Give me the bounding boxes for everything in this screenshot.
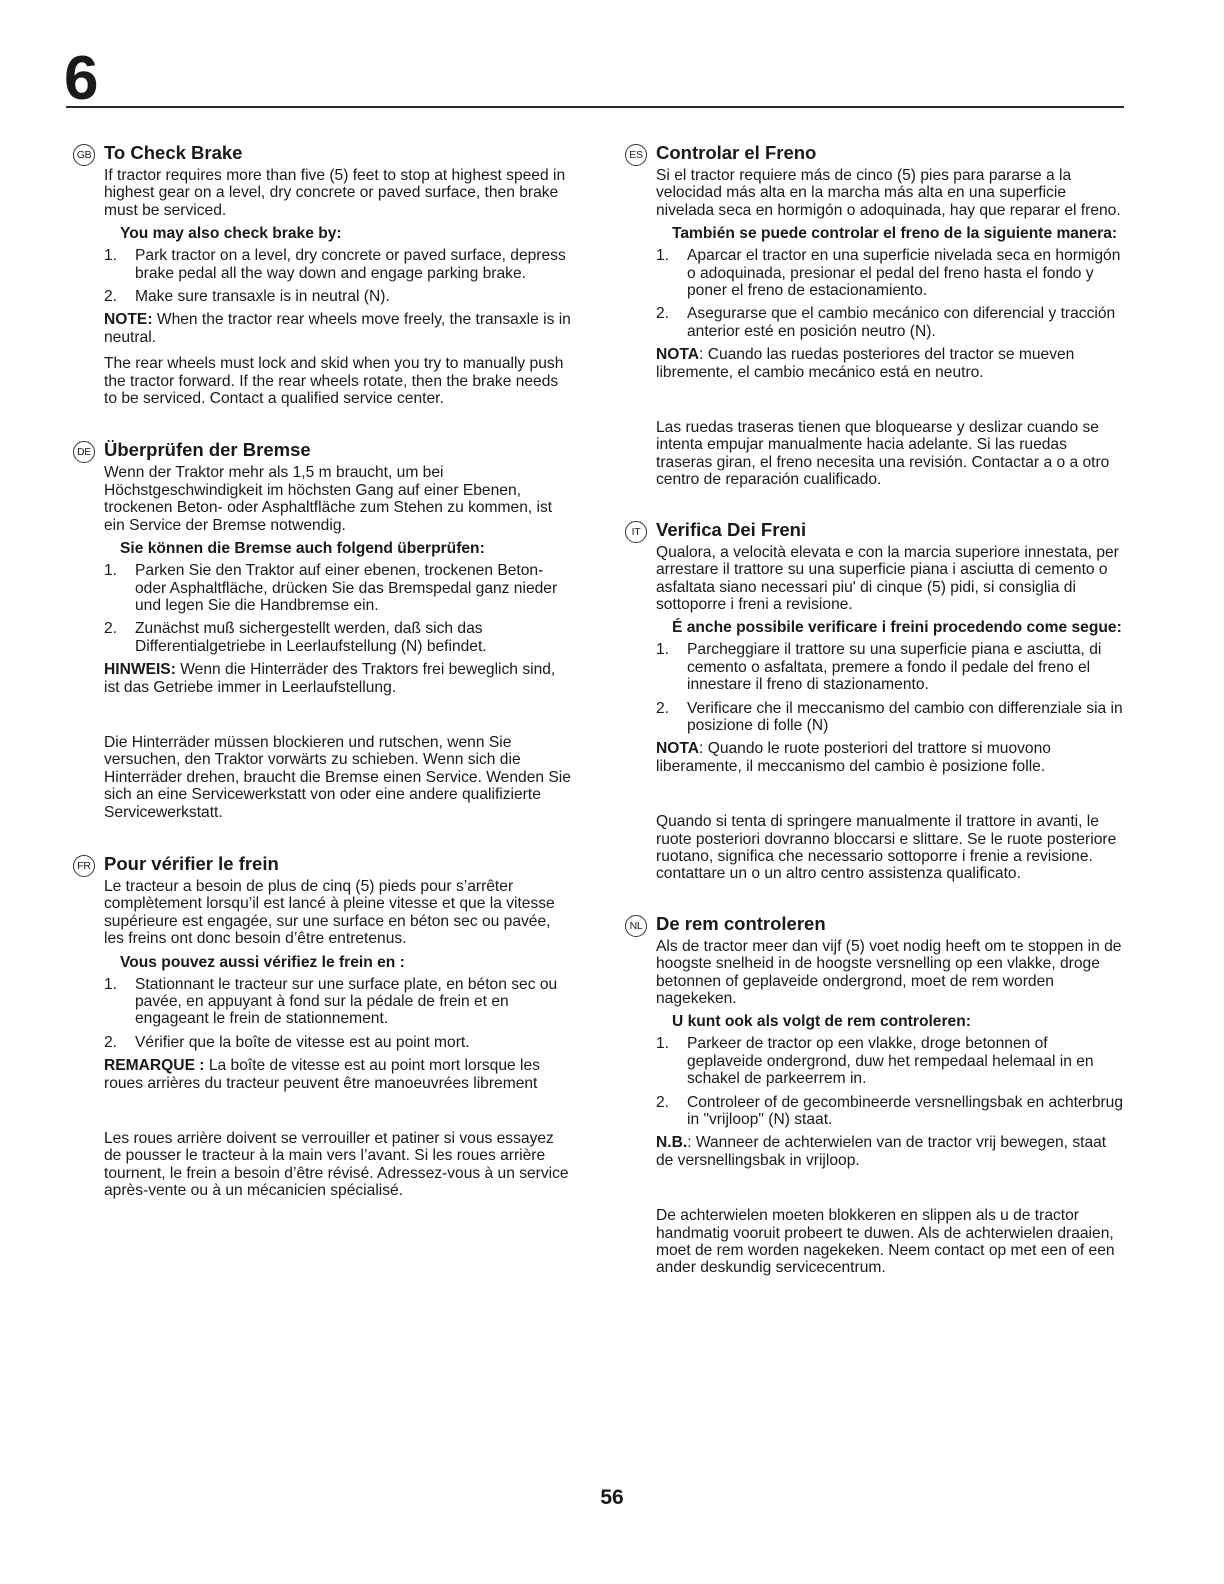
step-text: Parcheggiare il trattore su una superficie piana e asciutta, di cemento o asfaltata, premere a fondo il pedale del freno el innestare il freno di stazionamento. — [687, 641, 1102, 694]
lang-badge-es: ES — [625, 144, 647, 166]
section-note — [656, 346, 1126, 381]
step-text: Verificare che il meccanismo del cambio con differenziale sia in posizione di folle (N) — [687, 699, 1123, 734]
section-intro: Wenn der Traktor mehr als 1,5 m braucht, um bei Höchstgeschwindigkeit im höchsten Gang auf einer Ebenen, trockenen Beton- oder Asphaltfläche zum Stehen zu kommen, ist ein Service der Bremse notwendig. — [104, 464, 553, 534]
section-title: Pour vérifier le frein — [104, 852, 279, 874]
step-number: 1. — [104, 975, 118, 993]
section-note — [656, 740, 1126, 775]
step-text: Parken Sie den Traktor auf einer ebenen, trockenen Beton- oder Asphaltfläche, drücken Sie das Bremspedal ganz nieder und legen Sie die Handbremse ein. — [135, 562, 558, 614]
list-item — [656, 247, 1126, 299]
section-subheading: You may also check brake by: — [120, 225, 342, 243]
section-intro: Si el tractor requiere más de cinco (5) pies para pararse a la velocidad más alta en la marcha más alta en una superficie nivelada seca en hormigón o adoquinada, hay que reparar el freno. — [656, 167, 1121, 219]
note-label: NOTE: — [104, 311, 153, 329]
step-text: Park tractor on a level, dry concrete or paved surface, depress brake pedal all the way down and engage parking brake. — [135, 247, 566, 282]
list-item — [104, 562, 574, 614]
steps-list — [104, 976, 574, 1052]
right-column — [629, 140, 1126, 1277]
section-it — [631, 517, 1126, 883]
left-column — [76, 140, 574, 1200]
section-subheading: Sie können die Bremse auch folgend überprüfen: — [120, 540, 485, 558]
step-number: 1. — [656, 641, 670, 659]
section-intro: Le tracteur a besoin de plus de cinq (5) pieds pour s’arrêter complètement lorsqu’il est lancé à pleine vitesse et que la vitesse supérieure est engagée, sur une surface en béton sec ou pavée, les freins ont donc besoin d’être entretenus. — [104, 877, 555, 948]
steps-list — [104, 247, 574, 305]
list-item — [104, 620, 574, 655]
note-text: : Wanneer de achterwielen van de tractor vrij bewegen, staat de versnellingsbak in vrijloop. — [656, 1134, 1107, 1169]
step-text: Zunächst muß sichergestellt werden, daß sich das Differentialgetriebe in Leerlaufstellung (N) befindet. — [135, 620, 487, 655]
list-item — [656, 305, 1126, 340]
note-text: Wenn die Hinterräder des Traktors frei beweglich sind, ist das Getriebe immer in Leerlaufstellung. — [104, 661, 556, 696]
lang-badge-it: IT — [625, 521, 647, 543]
list-item — [656, 1035, 1126, 1087]
list-item — [656, 641, 1126, 693]
step-number: 2. — [104, 1033, 118, 1051]
list-item — [104, 976, 574, 1028]
lang-badge-de: DE — [73, 441, 95, 463]
note-text: : Cuando las ruedas posteriores del tractor se mueven libremente, el cambio mecánico está en neutro. — [656, 346, 1075, 381]
step-number: 2. — [104, 620, 118, 638]
section-gb — [76, 140, 574, 408]
step-number: 1. — [656, 1035, 670, 1053]
list-item — [104, 247, 574, 282]
step-number: 2. — [656, 305, 670, 323]
step-text: Aparcar el tractor en una superficie nivelada seca en hormigón o adoquinada, presionar el pedal del freno hasta el fondo y poner el freno de estacionamiento. — [687, 247, 1121, 300]
section-subheading: É anche possibile verificare i freini procedendo come segue: — [672, 619, 1122, 637]
note-label: HINWEIS: — [104, 661, 176, 679]
step-text: Vérifier que la boîte de vitesse est au point mort. — [135, 1033, 470, 1051]
note-label: N.B. — [656, 1134, 688, 1152]
section-subheading: También se puede controlar el freno de la siguiente manera: — [672, 225, 1118, 243]
steps-list — [656, 641, 1126, 734]
section-title: To Check Brake — [104, 142, 243, 163]
section-title: Überprüfen der Bremse — [104, 439, 311, 461]
list-item — [104, 1034, 574, 1051]
section-subheading: Vous pouvez aussi vérifiez le frein en : — [120, 953, 405, 971]
step-text: Asegurarse que el cambio mecánico con diferencial y tracción anterior esté en posición neutro (N). — [687, 305, 1116, 340]
section-outro: Quando si tenta di springere manualmente il trattore in avanti, le ruote posteriori dovranno bloccarsi e slittare. Se le ruote posteriore ruotano, significa che necessario sottoporre i frenie a revisione. contattare un o un altro centro assistenza qualificato. — [656, 813, 1117, 883]
section-intro: Qualora, a velocità elevata e con la marcia superiore innestata, per arrestare il trattore su una superficie piana i asciutta di cemento o asfaltata siano necessari piu' di cinque (5) pidi, si consiglia di sottoporre i freni a revisione. — [656, 543, 1119, 613]
note-label: REMARQUE : — [104, 1057, 205, 1075]
note-label: NOTA — [656, 346, 700, 364]
step-number: 2. — [656, 699, 670, 717]
step-text: Make sure transaxle is in neutral (N). — [135, 288, 390, 306]
step-number: 2. — [104, 288, 118, 306]
section-outro: Die Hinterräder müssen blockieren und rutschen, wenn Sie versuchen, den Traktor vorwärts zu schieben. Wenn sich die Hinterräder drehen, braucht die Bremse einen Service. Wenden Sie sich an eine Servicewerkstatt von oder eine andere qualifizierte Servicewerkstatt. — [104, 733, 571, 821]
step-number: 1. — [104, 562, 118, 580]
section-outro: De achterwielen moeten blokkeren en slippen als u de tractor handmatig vooruit probeert te duwen. Als de achterwielen draaien, moet de rem worden nagekeken. Neem contact op met een of een ander deskundig servicecentrum. — [656, 1207, 1115, 1277]
section-title: De rem controleren — [656, 912, 826, 934]
note-label: NOTA — [656, 740, 700, 758]
section-outro: Las ruedas traseras tienen que bloquearse y deslizar cuando se intenta empujar manualmente hacia adelante. Si las ruedas traseras giran, el freno necesita una revisión. Contactar a o a otro centro de reparación cualificado. — [656, 419, 1110, 489]
chapter-number: 6 — [64, 44, 98, 113]
section-note — [104, 661, 574, 696]
lang-badge-gb: GB — [73, 144, 95, 166]
section-intro: Als de tractor meer dan vijf (5) voet nodig heeft om te stoppen in de hoogste snelheid in de hoogste versnelling op een vlakke, droge betonnen of geplaveide ondergrond, moet de rem worden nagekeken. — [656, 937, 1122, 1007]
section-de — [77, 437, 574, 821]
section-note — [656, 1134, 1126, 1169]
section-fr — [77, 851, 574, 1200]
header-rule — [66, 106, 1124, 108]
section-intro: If tractor requires more than five (5) feet to stop at highest speed in highest gear on a level, dry concrete or paved surface, then brake must be serviced. — [104, 167, 566, 219]
step-text: Controleer of de gecombineerde versnellingsbak en achterbrug in "vrijloop" (N) staat. — [687, 1093, 1124, 1129]
page-number: 56 — [600, 1486, 624, 1509]
step-text: Parkeer de tractor op een vlakke, droge betonnen of geplaveide ondergrond, duw het rempedaal helemaal in en schakel de parkeerrem in. — [687, 1035, 1094, 1088]
section-es — [629, 140, 1126, 489]
note-text: : Quando le ruote posteriori del trattore si muovono liberamente, il meccanismo del cambio è posizione folle. — [656, 740, 1051, 775]
note-text: La boîte de vitesse est au point mort lorsque les roues arrières du tracteur peuvent être manoeuvrées librement — [104, 1057, 540, 1092]
list-item — [656, 1094, 1126, 1129]
section-note — [104, 1057, 574, 1092]
list-item — [104, 288, 574, 305]
steps-list — [656, 1035, 1126, 1128]
list-item — [656, 700, 1126, 735]
section-outro: The rear wheels must lock and skid when you try to manually push the tractor forward. If the rear wheels rotate, then the brake needs to be serviced. Contact a qualified service center. — [104, 355, 564, 408]
step-text: Stationnant le tracteur sur une surface plate, en béton sec ou pavée, en appuyant à fond sur la pédale de frein et en engageant le frein de stationnement. — [135, 975, 558, 1028]
steps-list — [656, 247, 1126, 340]
section-subheading: U kunt ook als volgt de rem controleren: — [672, 1013, 971, 1031]
steps-list — [104, 562, 574, 655]
lang-badge-nl: NL — [625, 915, 647, 937]
section-nl — [629, 911, 1126, 1277]
section-title: Controlar el Freno — [656, 142, 817, 163]
section-outro: Les roues arrière doivent se verrouiller et patiner si vous essayez de pousser le tracteur à la main vers l’avant. Si les roues arrière tournent, le frein a besoin d’être révisé. Adressez-vous à un service après-vente ou à un mécanicien spécialisé. — [104, 1130, 569, 1200]
step-number: 2. — [656, 1093, 670, 1111]
section-title: Verifica Dei Freni — [656, 518, 807, 540]
step-number: 1. — [104, 247, 118, 265]
step-number: 1. — [656, 247, 670, 265]
section-note — [104, 311, 574, 346]
note-text: When the tractor rear wheels move freely, the transaxle is in neutral. — [104, 311, 571, 346]
lang-badge-fr: FR — [73, 855, 95, 877]
